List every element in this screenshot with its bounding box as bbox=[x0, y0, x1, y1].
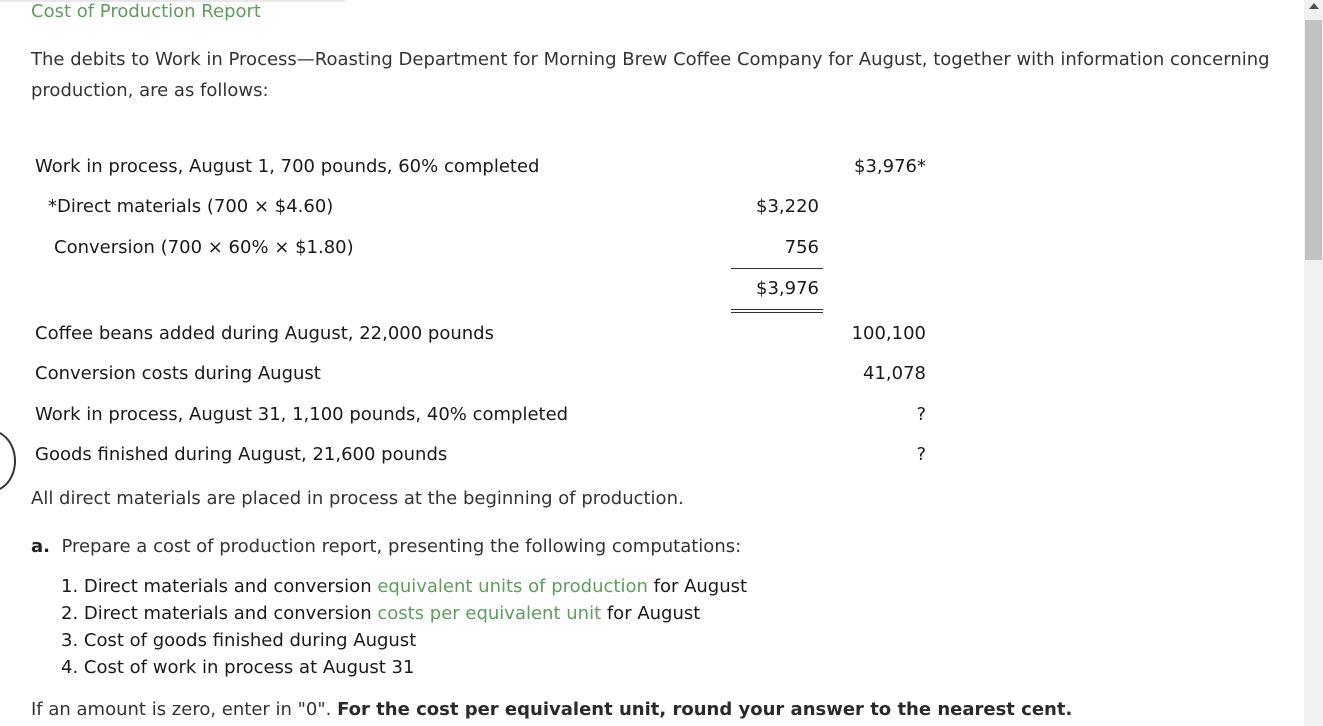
step-number: 2. bbox=[61, 603, 79, 624]
intro-paragraph: The debits to Work in Process—Roasting Department for Morning Brew Coffee Company for August, together with information concerning production, are as follows: bbox=[31, 49, 1270, 101]
wip-begin-amount: $3,976* bbox=[854, 156, 926, 177]
step-text: Cost of goods finished during August bbox=[83, 630, 417, 651]
page-title: Cost of Production Report bbox=[31, 1, 261, 22]
beans-amount: 100,100 bbox=[851, 323, 926, 344]
step-text: for August bbox=[647, 576, 748, 597]
conv-costs-amount: 41,078 bbox=[863, 363, 926, 384]
answer-instructions bbox=[31, 698, 1072, 722]
detail-total-amount: $3,976 bbox=[756, 278, 819, 299]
wip-begin-label: Work in process, August 1, 700 pounds, 60% completed bbox=[35, 156, 540, 177]
dm-detail-label: *Direct materials (700 × $4.60) bbox=[48, 196, 334, 217]
step-number: 4. bbox=[61, 657, 79, 678]
step-number: 3. bbox=[61, 630, 79, 651]
step-text: Cost of work in process at August 31 bbox=[83, 657, 415, 678]
list-item bbox=[61, 600, 747, 627]
step-number: 1. bbox=[61, 576, 79, 597]
wip-end-label: Work in process, August 31, 1,100 pounds, 40% completed bbox=[35, 404, 569, 425]
materials-note: All direct materials are placed in process at the beginning of production. bbox=[31, 488, 684, 509]
list-item bbox=[61, 627, 747, 654]
total-double-rule-top bbox=[731, 309, 823, 310]
list-item bbox=[61, 573, 747, 600]
circle-shape-edge bbox=[0, 430, 16, 492]
instructions-bold: For the cost per equivalent unit, round your answer to the nearest cent. bbox=[337, 699, 1073, 720]
conv-detail-amount: 756 bbox=[784, 237, 819, 258]
part-a-letter: a. bbox=[31, 536, 50, 557]
part-a-text: Prepare a cost of production report, presenting the following computations: bbox=[61, 536, 742, 557]
subtotal-rule bbox=[731, 268, 823, 269]
equivalent-units-link[interactable]: equivalent units of production bbox=[377, 576, 648, 597]
step-text: Direct materials and conversion bbox=[83, 576, 378, 597]
cost-per-unit-link[interactable]: costs per equivalent unit bbox=[377, 603, 602, 624]
list-item bbox=[61, 654, 747, 681]
part-a-prompt bbox=[31, 535, 741, 559]
instructions-plain: If an amount is zero, enter in "0". bbox=[31, 699, 338, 720]
scrollbar-thumb[interactable] bbox=[1305, 20, 1322, 260]
step-text: Direct materials and conversion bbox=[83, 603, 378, 624]
step-text: for August bbox=[601, 603, 701, 624]
finished-amount: ? bbox=[916, 444, 926, 465]
beans-label: Coffee beans added during August, 22,000 pounds bbox=[35, 323, 494, 344]
dm-detail-amount: $3,220 bbox=[756, 196, 819, 217]
scroll-up-arrow-icon[interactable] bbox=[1309, 3, 1319, 9]
conv-detail-label: Conversion (700 × 60% × $1.80) bbox=[54, 237, 354, 258]
total-double-rule-bottom bbox=[731, 312, 823, 313]
vertical-scrollbar[interactable] bbox=[1304, 0, 1323, 726]
computation-list bbox=[61, 573, 747, 681]
wip-end-amount: ? bbox=[916, 404, 926, 425]
conv-costs-label: Conversion costs during August bbox=[35, 363, 321, 384]
finished-label: Goods finished during August, 21,600 pounds bbox=[35, 444, 448, 465]
